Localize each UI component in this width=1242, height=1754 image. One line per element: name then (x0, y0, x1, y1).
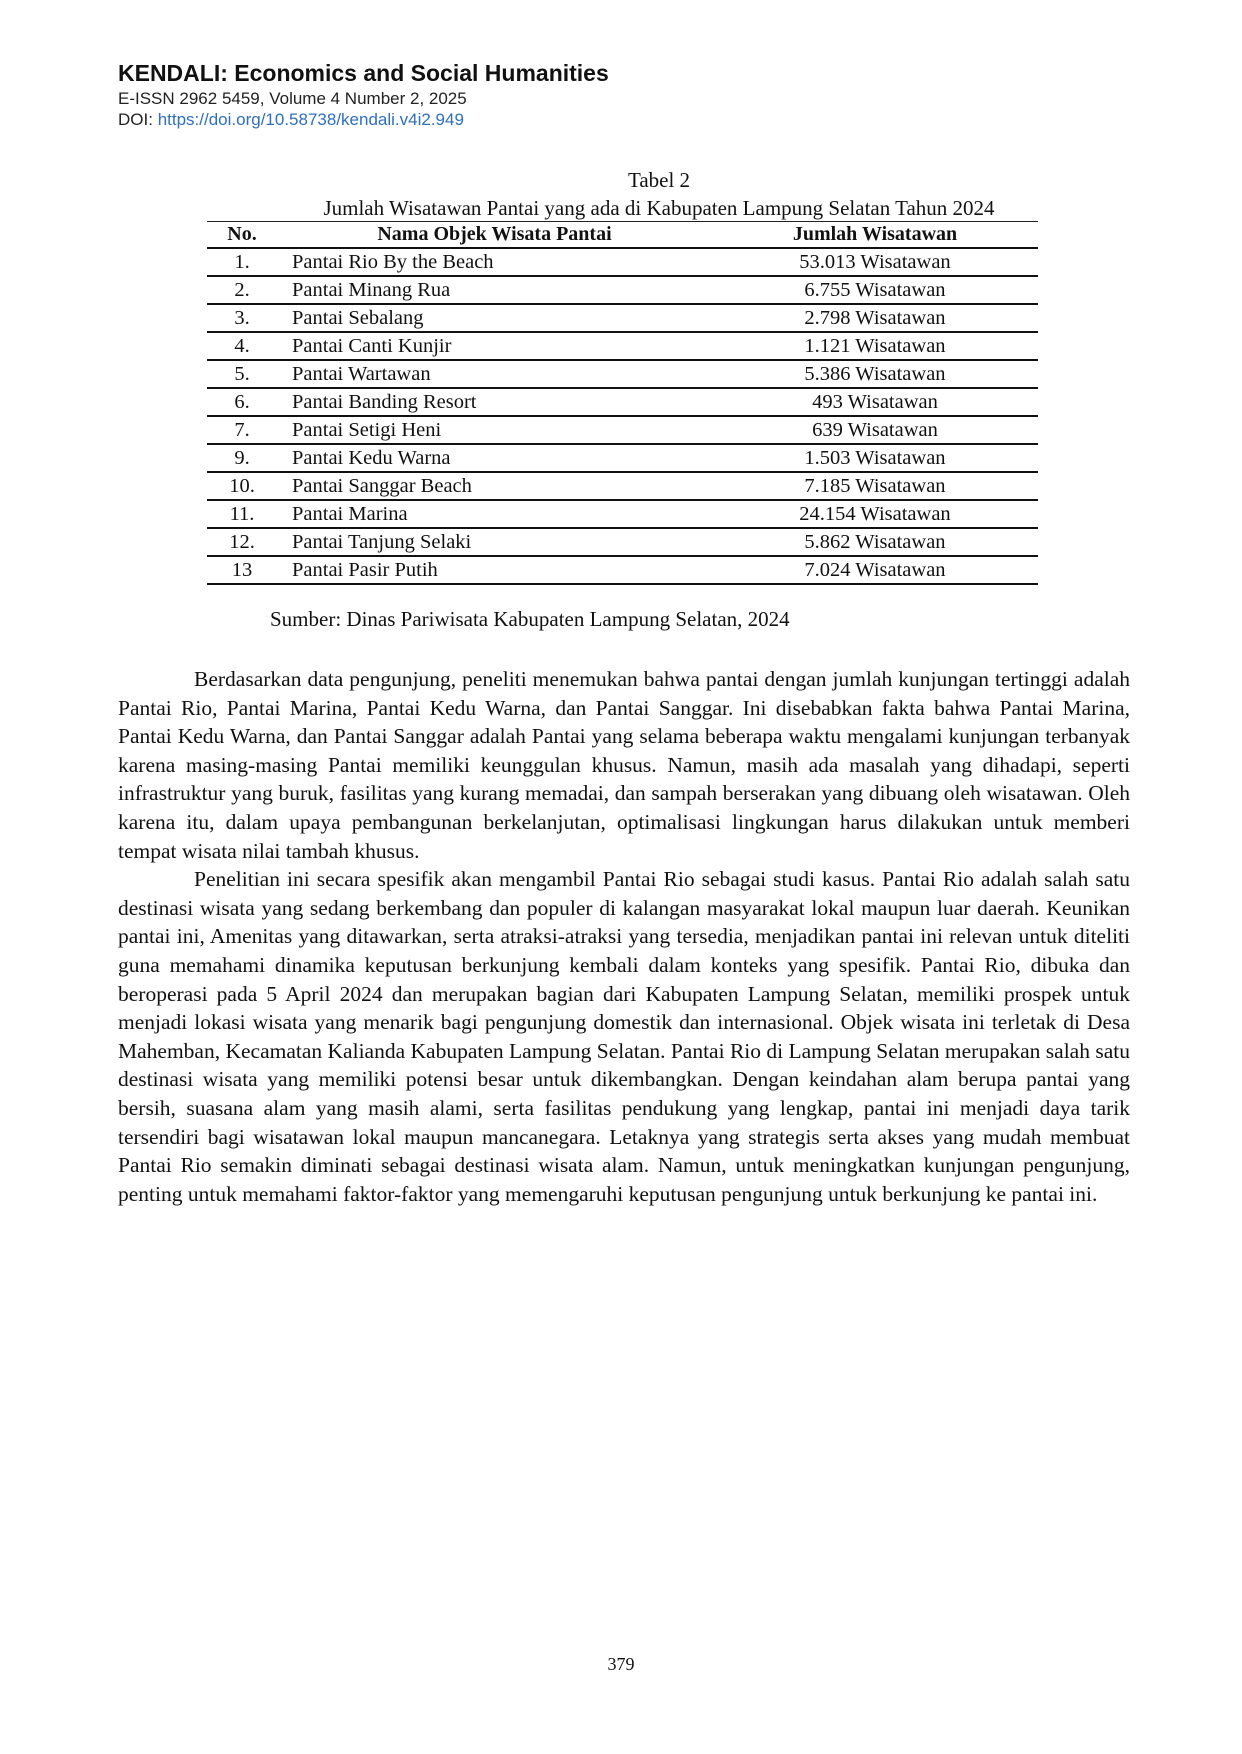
table-row (207, 248, 1038, 276)
table-row (207, 444, 1038, 472)
visitor-table (207, 221, 1038, 585)
doi-label: DOI: (118, 110, 153, 129)
table-row (207, 332, 1038, 360)
cell-name: Pantai Marina (277, 500, 712, 528)
cell-no: 13 (207, 556, 277, 584)
cell-count: 2.798 Wisatawan (712, 304, 1038, 332)
page-number: 379 (607, 1654, 635, 1674)
column-header-count: Jumlah Wisatawan (712, 222, 1038, 248)
table-row (207, 388, 1038, 416)
column-header-name: Nama Objek Wisata Pantai (277, 222, 712, 248)
table-row (207, 276, 1038, 304)
journal-title: KENDALI: Economics and Social Humanities (118, 60, 609, 86)
cell-no: 11. (207, 500, 277, 528)
cell-count: 639 Wisatawan (712, 416, 1038, 444)
cell-no: 5. (207, 360, 277, 388)
cell-count: 24.154 Wisatawan (712, 500, 1038, 528)
table-row (207, 416, 1038, 444)
cell-no: 7. (207, 416, 277, 444)
cell-count: 1.503 Wisatawan (712, 444, 1038, 472)
table-row (207, 556, 1038, 584)
cell-count: 1.121 Wisatawan (712, 332, 1038, 360)
cell-count: 53.013 Wisatawan (712, 248, 1038, 276)
cell-count: 5.862 Wisatawan (712, 528, 1038, 556)
cell-name: Pantai Sanggar Beach (277, 472, 712, 500)
doi-link[interactable]: https://doi.org/10.58738/kendali.v4i2.949 (157, 110, 464, 129)
table-row (207, 304, 1038, 332)
cell-no: 9. (207, 444, 277, 472)
cell-count: 5.386 Wisatawan (712, 360, 1038, 388)
cell-name: Pantai Setigi Heni (277, 416, 712, 444)
table-row (207, 528, 1038, 556)
table-source: Sumber: Dinas Pariwisata Kabupaten Lampung Selatan, 2024 (270, 607, 790, 631)
journal-header (118, 58, 609, 130)
visitor-table-grid (207, 222, 1038, 585)
cell-name: Pantai Sebalang (277, 304, 712, 332)
cell-no: 12. (207, 528, 277, 556)
cell-name: Pantai Canti Kunjir (277, 332, 712, 360)
body-text (118, 665, 1130, 1208)
cell-count: 6.755 Wisatawan (712, 276, 1038, 304)
table-row (207, 472, 1038, 500)
paragraph: Penelitian ini secara spesifik akan mengambil Pantai Rio sebagai studi kasus. Pantai Rio adalah salah satu destinasi wisata yang sedang berkembang dan populer di kalangan masyarakat lokal maupun luar daerah. Keunikan pantai ini, Amenitas yang ditawarkan, serta atraksi-atraksi yang tersedia, menjadikan pantai ini relevan untuk diteliti guna memahami dinamika keputusan berkunjung kembali dalam konteks yang spesifik. Pantai Rio, dibuka dan beroperasi pada 5 April 2024 dan merupakan bagian dari Kabupaten Lampung Selatan, memiliki prospek untuk menjadi lokasi wisata yang menarik bagi pengunjung domestik dan internasional. Objek wisata ini terletak di Desa Mahemban, Kecamatan Kalianda Kabupaten Lampung Selatan. Pantai Rio di Lampung Selatan merupakan salah satu destinasi wisata yang memiliki potensi besar untuk dikembangkan. Dengan keindahan alam berupa pantai yang bersih, suasana alam yang masih alami, serta fasilitas pendukung yang lengkap, pantai ini menjadi daya tarik tersendiri bagi wisatawan lokal maupun mancanegara. Letaknya yang strategis serta akses yang mudah membuat Pantai Rio semakin diminati sebagai destinasi wisata alam. Namun, untuk meningkatkan kunjungan pengunjung, penting untuk memahami faktor-faktor yang memengaruhi keputusan pengunjung untuk berkunjung ke pantai ini. (118, 867, 1130, 1206)
cell-name: Pantai Tanjung Selaki (277, 528, 712, 556)
table-row (207, 360, 1038, 388)
cell-count: 7.185 Wisatawan (712, 472, 1038, 500)
table-title: Jumlah Wisatawan Pantai yang ada di Kabupaten Lampung Selatan Tahun 2024 (323, 196, 995, 220)
cell-name: Pantai Kedu Warna (277, 444, 712, 472)
paragraph: Berdasarkan data pengunjung, peneliti menemukan bahwa pantai dengan jumlah kunjungan tertinggi adalah Pantai Rio, Pantai Marina, Pantai Kedu Warna, dan Pantai Sanggar. Ini disebabkan fakta bahwa Pantai Marina, Pantai Kedu Warna, dan Pantai Sanggar adalah Pantai yang selama beberapa waktu mengalami kunjungan terbanyak karena masing-masing Pantai memiliki keunggulan khusus. Namun, masih ada masalah yang dihadapi, seperti infrastruktur yang buruk, fasilitas yang kurang memadai, dan sampah berserakan yang dibuang oleh wisatawan. Oleh karena itu, dalam upaya pembangunan berkelanjutan, optimalisasi lingkungan harus dilakukan untuk memberi tempat wisata nilai tambah khusus. (118, 667, 1130, 863)
cell-name: Pantai Pasir Putih (277, 556, 712, 584)
table-header-row (207, 222, 1038, 248)
table-number: Tabel 2 (627, 168, 691, 192)
cell-name: Pantai Minang Rua (277, 276, 712, 304)
cell-name: Pantai Banding Resort (277, 388, 712, 416)
cell-no: 4. (207, 332, 277, 360)
issn-line: E-ISSN 2962 5459, Volume 4 Number 2, 2025 (118, 89, 467, 108)
cell-count: 493 Wisatawan (712, 388, 1038, 416)
cell-count: 7.024 Wisatawan (712, 556, 1038, 584)
cell-name: Pantai Wartawan (277, 360, 712, 388)
cell-no: 1. (207, 248, 277, 276)
cell-no: 2. (207, 276, 277, 304)
doi-line (118, 109, 609, 130)
column-header-no: No. (207, 222, 277, 248)
cell-no: 10. (207, 472, 277, 500)
cell-no: 6. (207, 388, 277, 416)
table-body (207, 248, 1038, 584)
cell-no: 3. (207, 304, 277, 332)
table-row (207, 500, 1038, 528)
cell-name: Pantai Rio By the Beach (277, 248, 712, 276)
